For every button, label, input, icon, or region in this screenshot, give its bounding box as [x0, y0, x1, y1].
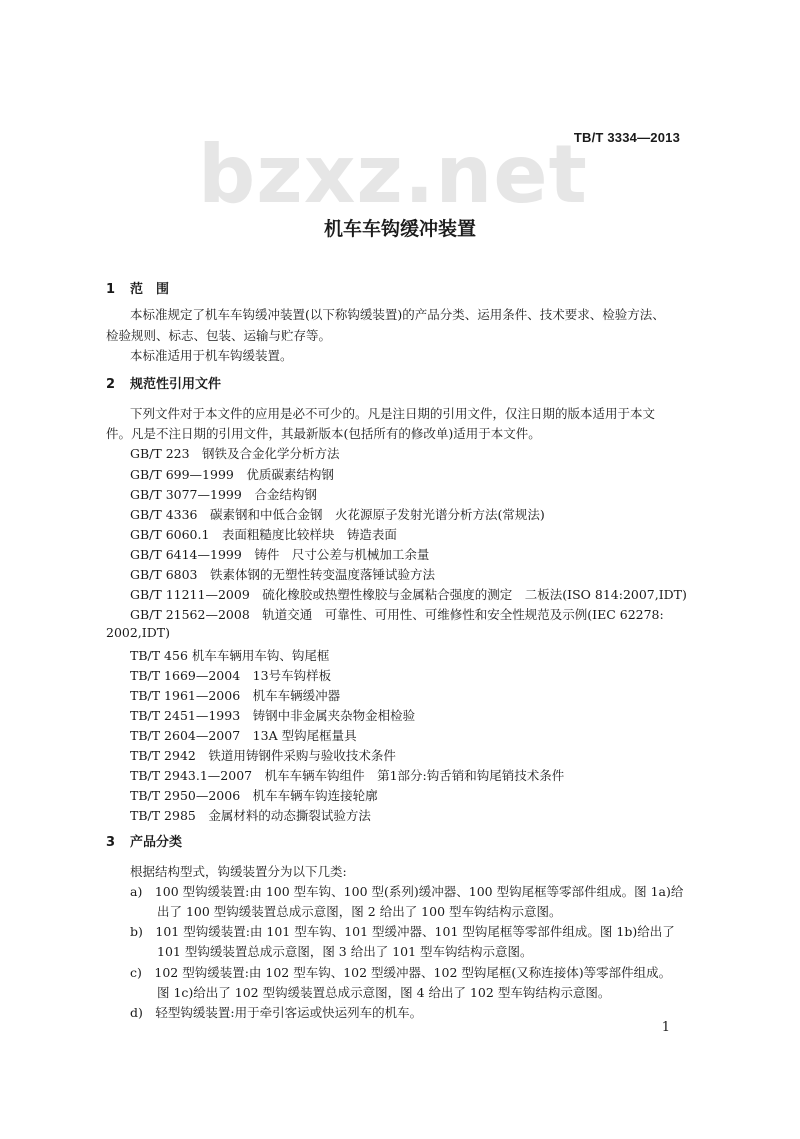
list-item-continuation: 图 1c)给出了 102 型钩缓装置总成示意图，图 4 给出了 102 型车钩结构示意图。: [157, 985, 611, 1000]
reference-item: GB/T 3077—1999 合金结构钢: [130, 487, 317, 502]
section-heading: [106, 831, 182, 850]
list-item: b) 101 型钩缓装置:由 101 型车钩、101 型缓冲器、101 型钩尾框等零部件组成。图 1b)给出了: [130, 924, 675, 939]
list-item-continuation: 101 型钩缓装置总成示意图，图 3 给出了 101 型车钩结构示意图。: [157, 944, 533, 959]
section-heading: [106, 278, 169, 297]
paragraph-line: 下列文件对于本文件的应用是必不可少的。凡是注日期的引用文件，仅注日期的版本适用于本文: [130, 406, 656, 421]
paragraph-line: 件。凡是不注日期的引用文件，其最新版本(包括所有的修改单)适用于本文件。: [106, 426, 541, 441]
reference-item: GB/T 6414—1999 铸件 尺寸公差与机械加工余量: [130, 547, 430, 562]
reference-item: 2002,IDT): [106, 625, 170, 640]
reference-item: TB/T 2985 金属材料的动态撕裂试验方法: [130, 808, 371, 823]
reference-item: TB/T 2943.1—2007 机车车辆车钩组件 第1部分:钩舌销和钩尾销技术条件: [130, 768, 565, 783]
list-item: d) 轻型钩缓装置:用于牵引客运或快运列车的机车。: [130, 1005, 423, 1020]
section-heading: [106, 373, 221, 392]
reference-item: GB/T 699—1999 优质碳素结构钢: [130, 467, 334, 482]
reference-item: TB/T 2604—2007 13A 型钩尾框量具: [130, 728, 357, 743]
page-number: 1: [661, 1020, 670, 1035]
list-item: c) 102 型钩缓装置:由 102 型车钩、102 型缓冲器、102 型钩尾框(又称连接体)等零部件组成。: [130, 965, 672, 980]
document-title: 机车车钩缓冲装置: [323, 218, 476, 240]
reference-item: GB/T 6060.1 表面粗糙度比较样块 铸造表面: [130, 527, 397, 542]
reference-item: TB/T 2950—2006 机车车辆车钩连接轮廓: [130, 788, 378, 803]
reference-item: TB/T 2451—1993 铸钢中非金属夹杂物金相检验: [130, 708, 416, 723]
reference-item: GB/T 6803 铁素体钢的无塑性转变温度落锤试验方法: [130, 567, 436, 582]
list-item: a) 100 型钩缓装置:由 100 型车钩、100 型(系列)缓冲器、100 型钩尾框等零部件组成。图 1a)给: [130, 884, 684, 899]
reference-item: GB/T 21562—2008 轨道交通 可靠性、可用性、可维修性和安全性规范及示例(IEC 62278:: [130, 607, 664, 622]
section-number: 3: [106, 835, 116, 850]
reference-item: GB/T 11211—2009 硫化橡胶或热塑性橡胶与金属粘合强度的测定 二板法(ISO 814:2007,IDT): [130, 587, 687, 602]
standard-code: TB/T 3334—2013: [573, 130, 680, 145]
paragraph-line: 检验规则、标志、包装、运输与贮存等。: [106, 328, 332, 343]
paragraph-line: 本标准规定了机车车钩缓冲装置(以下称钩缓装置)的产品分类、运用条件、技术要求、检验方法、: [130, 307, 665, 322]
reference-item: TB/T 1961—2006 机车车辆缓冲器: [130, 688, 341, 703]
reference-item: GB/T 223 钢铁及合金化学分析方法: [130, 446, 340, 461]
watermark: bzxz.net: [198, 128, 588, 221]
paragraph-line: 本标准适用于机车钩缓装置。: [130, 348, 293, 363]
section-title: 规范性引用文件: [130, 377, 222, 392]
reference-item: TB/T 2942 铁道用铸钢件采购与验收技术条件: [130, 748, 396, 763]
section-number: 1: [106, 282, 116, 297]
reference-item: TB/T 456 机车车辆用车钩、钩尾框: [130, 648, 330, 663]
paragraph-line: 根据结构型式，钩缓装置分为以下几类:: [130, 864, 347, 879]
reference-item: GB/T 4336 碳素钢和中低合金钢 火花源原子发射光谱分析方法(常规法): [130, 507, 545, 522]
section-title: 产品分类: [130, 835, 183, 850]
section-title: 范 围: [130, 282, 170, 297]
list-item-continuation: 出了 100 型钩缓装置总成示意图，图 2 给出了 100 型车钩结构示意图。: [157, 904, 562, 919]
reference-item: TB/T 1669—2004 13号车钩样板: [130, 668, 332, 683]
section-number: 2: [106, 377, 116, 392]
